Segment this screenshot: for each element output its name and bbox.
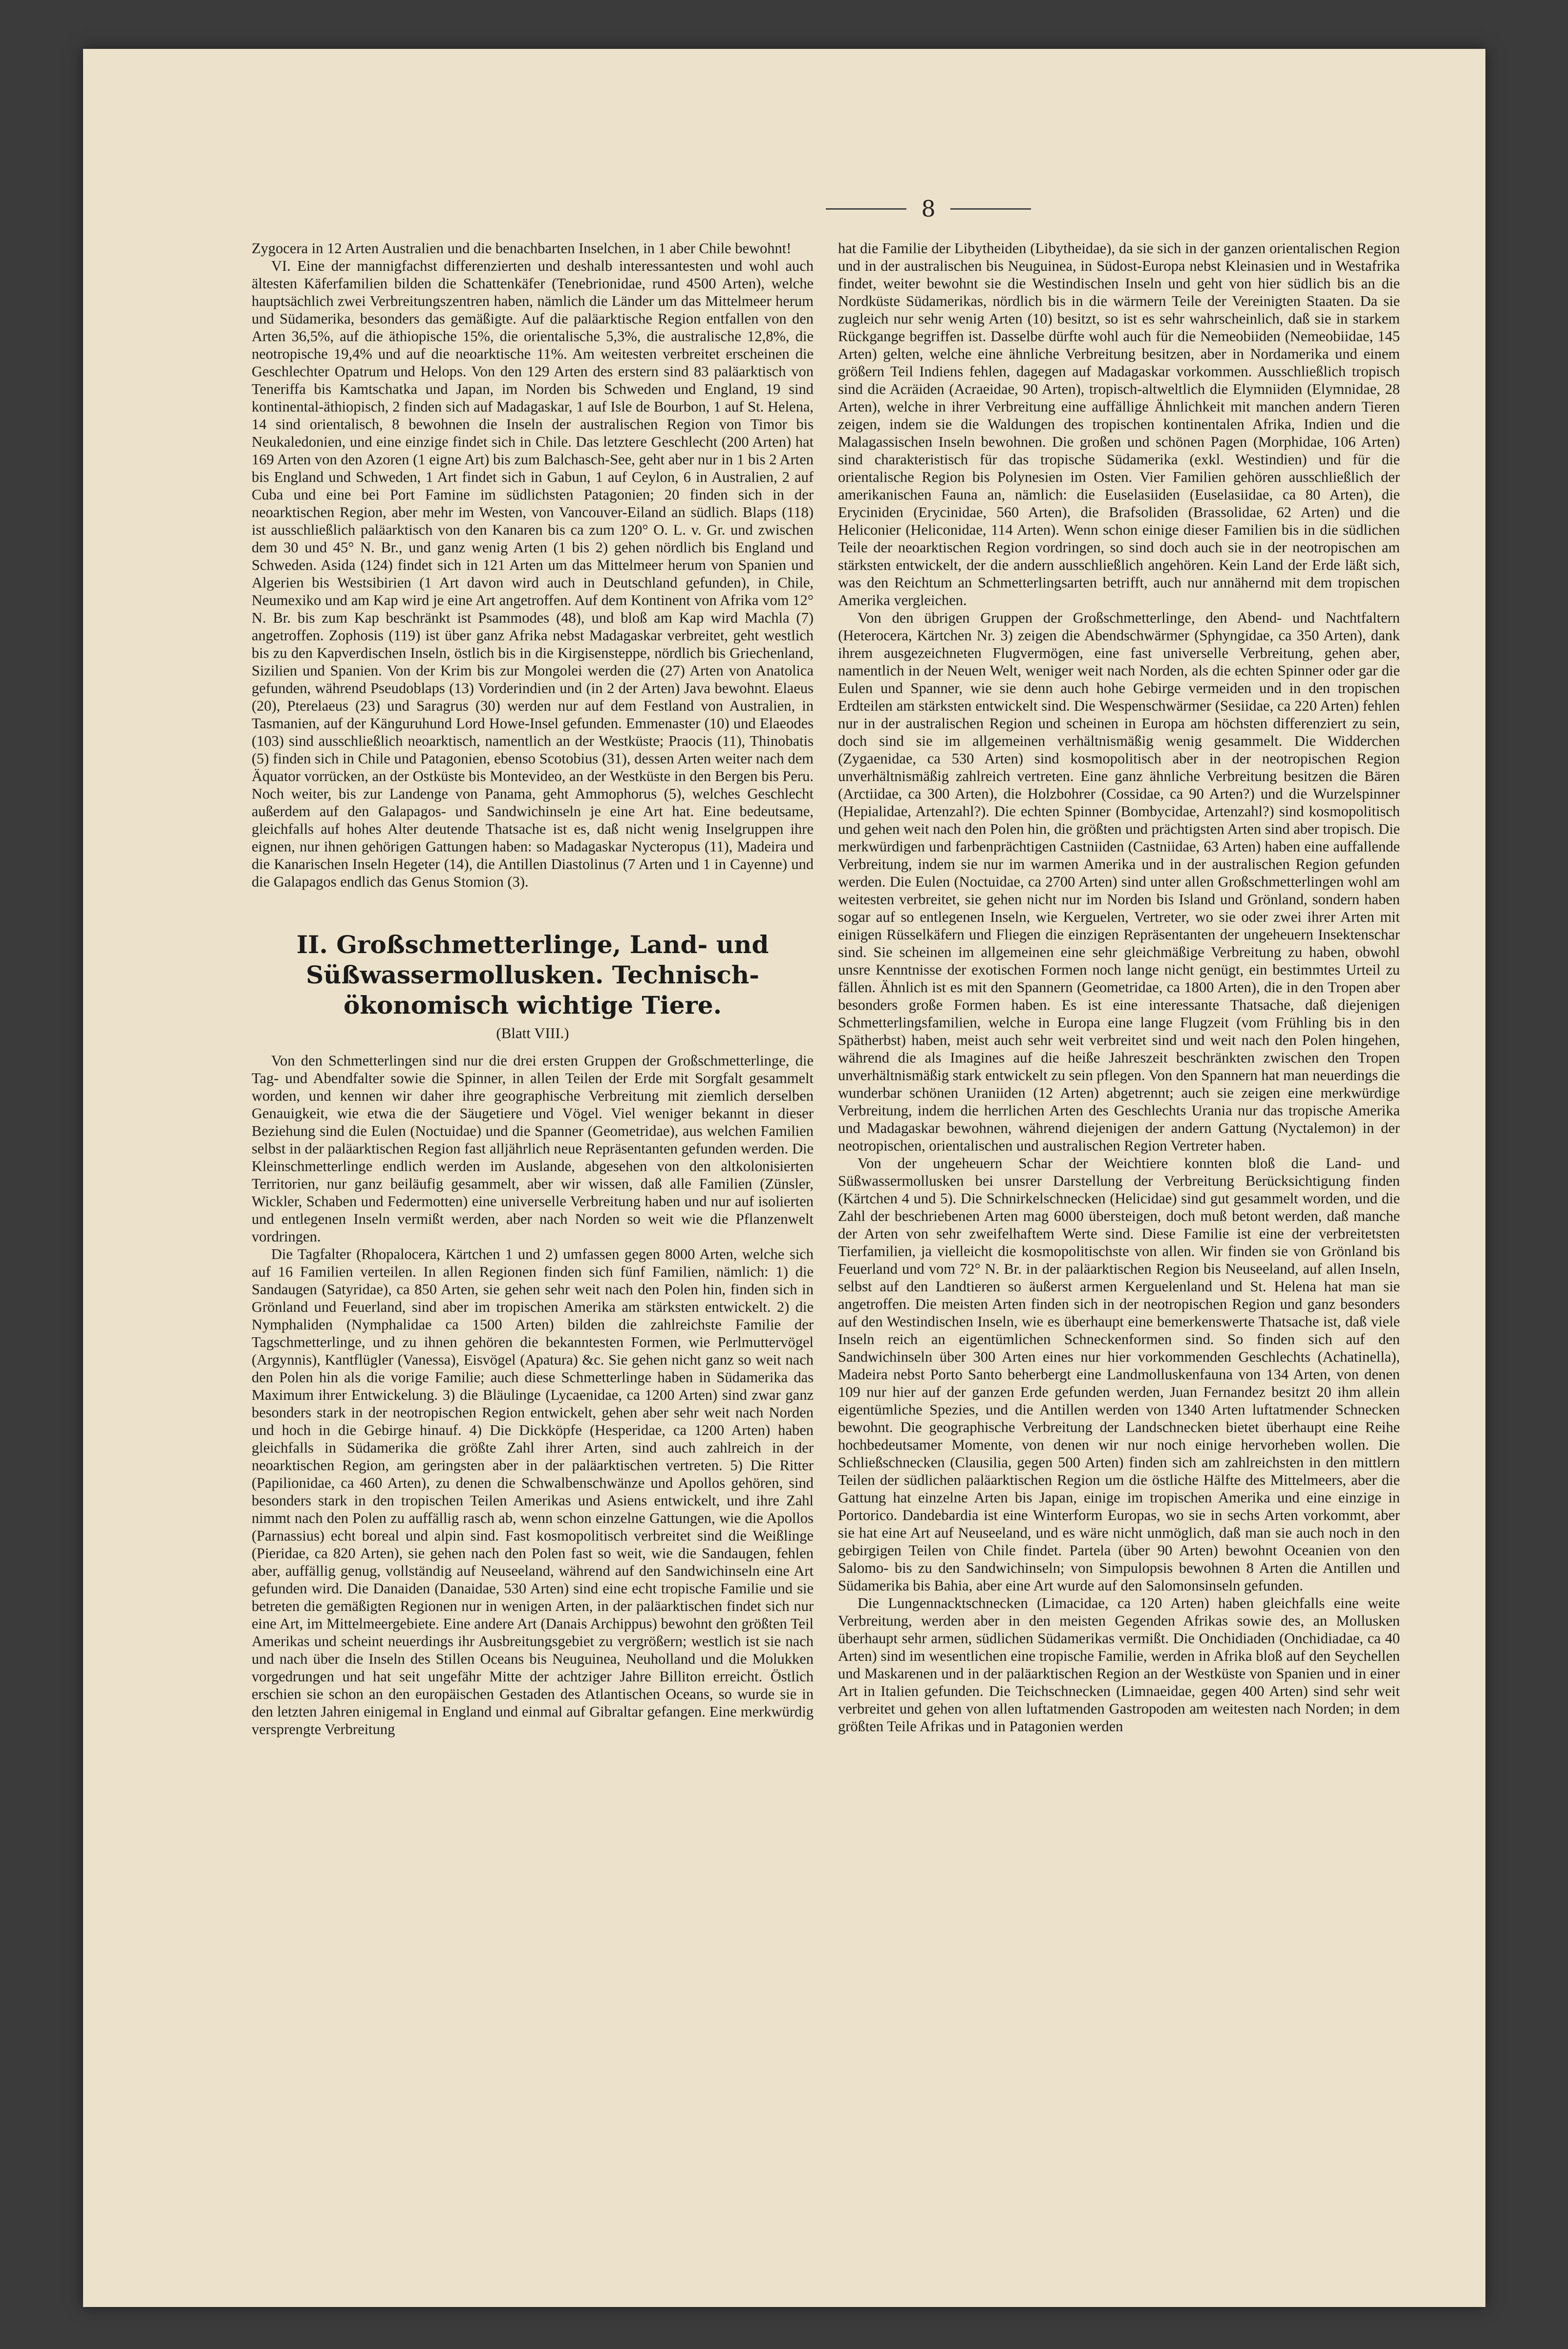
paragraph: Von den Schmetterlingen sind nur die drei ersten Gruppen der Großschmetterlinge, die Tag- und Abendfalter sowie die Spinner, in allen Teilen der Erde mit Sorgfalt gesammelt worden, und kennen wir daher ihre geographische Verbreitung mit ziemlich derselben Genauigkeit, wie etwa die der Säugetiere und Vögel. Viel weniger bekannt in dieser Beziehung sind die Eulen (Noctuidae) und die Spanner (Geometridae), aus welchen Familien selbst in der paläarktischen Region fast alljährlich neue Repräsentanten gefunden werden. Die Kleinschmetterlinge endlich werden im Auslande, abgesehen von den altkolonisierten Territorien, nur ganz beiläufig gesammelt, aber wir wissen, daß alle Familien (Zünsler, Wickler, Schaben und Federmotten) eine universelle Verbreitung haben und nur auf isolierten und entlegenen Inseln vermißt werden, aber nach Norden so weit wie die Pflanzenwelt vordringen. (252, 1052, 814, 1245)
page-number-header (826, 196, 1031, 222)
right-column (838, 239, 1400, 2165)
paragraph: Zygocera in 12 Arten Australien und die benachbarten Inselchen, in 1 aber Chile bewohnt! (252, 240, 792, 257)
header-rule-left (826, 208, 906, 210)
paragraph: Von den übrigen Gruppen der Großschmetterlinge, den Abend- und Nachtfaltern (Heterocera, Kärtchen Nr. 3) zeigen die Abendschwärmer (Sphyngidae, ca 350 Arten), dank ihrem ausgezeichneten Flugvermögen, eine fast universelle Verbreitung, gehen aber, namentlich in der Neuen Welt, weniger weit nach Norden, als die echten Spinner oder gar die Eulen und Spanner, wie sie denn auch hohe Gebirge vermeiden und in den tropischen Erdteilen am stärksten entwickelt sind. Die Wespenschwärmer (Sesiidae, ca 220 Arten) fehlen nur in der australischen Region und scheinen in Europa am höchsten differenziert zu sein, doch sind sie im allgemeinen verhältnismäßig wenig gesammelt. Die Widderchen (Zygaenidae, ca 530 Arten) sind kosmopolitisch aber in der neotropischen Region unverhältnismäßig zahlreich vertreten. Eine ganz ähnliche Verbreitung besitzen die Bären (Arctiidae, ca 300 Arten), die Holzbohrer (Cossidae, ca 90 Arten?) und die Wurzelspinner (Hepialidae, Artenzahl?). Die echten Spinner (Bombycidae, Artenzahl?) sind kosmopolitisch und gehen weit nach den Polen hin, die größten und prächtigsten Arten sind aber tropisch. Die merkwürdigen und farbenprächtigen Castniiden (Castniidae, 63 Arten) haben eine auffallende Verbreitung, indem sie nur im warmen Amerika und in der australischen Region gefunden werden. Die Eulen (Noctuidae, ca 2700 Arten) sind unter allen Großschmetterlingen wohl am weitesten verbreitet, sie gehen nicht nur im Norden bis Island und Grönland, sondern haben sogar auf so entlegenen Inseln, wie Kerguelen, Vertreter, wo sie oder zwei ihrer Arten mit einigen Rüsselkäfern und Fliegen die einzigen Repräsentanten der ungeheuern Insektenschar sind. Sie scheinen im allgemeinen eine sehr gleichmäßige Verbreitung zu haben, obwohl unsre Kenntnisse der exotischen Formen noch lange nicht genügt, ein bestimmtes Urteil zu fällen. Ähnlich ist es mit den Spannern (Geometridae, ca 1800 Arten), die in den Tropen aber besonders große Formen haben. Es ist eine interessante Thatsache, daß diejenigen Schmetterlingsfamilien, welche in Europa eine lange Flugzeit (vom Frühling bis in den Spätherbst) haben, meist auch sehr weit verbreitet sind und weit nach den Polen hingehen, während die als Imagines auf die heiße Jahreszeit beschränkten zwischen den Tropen unverhältnismäßig stark entwickelt zu sein pflegen. Von den Spannern hat man neuerdings die wunderbar schönen Uraniiden (12 Arten) abgetrennt; auch sie zeigen eine merkwürdige Verbreitung, indem die herrlichen Arten des Geschlechts Urania nur das tropische Amerika und Madagaskar bewohnen, während diejenigen der andern Gattung (Nyctalemon) in der neotropischen, orientalischen und australischen Region Vertreter haben. (838, 609, 1400, 1154)
paragraph: Die Lungennacktschnecken (Limacidae, ca 120 Arten) haben gleichfalls eine weite Verbreitung, werden aber in den meisten Gegenden Afrikas sowie des, an Mollusken überhaupt sehr armen, südlichen Südamerikas vermißt. Die Onchidiaden (Onchidiadae, ca 40 Arten) sind im wesentlichen eine tropische Familie, werden in Afrika bloß auf den Seychellen und Maskarenen und in der paläarktischen Region an der Westküste von Spanien und in einer Art in Italien gefunden. Die Teichschnecken (Limnaeidae, gegen 400 Arten) sind sehr weit verbreitet und gehen von allen luftatmenden Gastropoden am weitesten nach Norden; in dem größten Teile Afrikas und in Patagonien werden (838, 1595, 1400, 1735)
section-heading: II. Großschmetterlinge, Land- und Süßwassermollusken. Technisch-ökonomisch wichtige Tiere. (296, 930, 769, 1020)
page-number: 8 (921, 196, 936, 222)
paragraph: Die Tagfalter (Rhopalocera, Kärtchen 1 und 2) umfassen gegen 8000 Arten, welche sich auf 16 Familien verteilen. In allen Regionen finden sich fünf Familien, nämlich: 1) die Sandaugen (Satyridae), ca 850 Arten, sie gehen sehr weit nach den Polen hin, finden sich in Grönland und Feuerland, sind aber im tropischen Amerika am stärksten entwickelt. 2) die Nymphaliden (Nymphalidae ca 1500 Arten) bilden die zahlreichste Familie der Tagschmetterlinge, und zu ihnen gehören die bekanntesten Formen, wie Perlmuttervögel (Argynnis), Kantflügler (Vanessa), Eisvögel (Apatura) &c. Sie gehen nicht ganz so weit nach den Polen hin als die vorige Familie; auch diese Schmetterlinge haben in Südamerika das Maximum ihrer Entwickelung. 3) die Bläulinge (Lycaenidae, ca 1200 Arten) sind zwar ganz besonders stark in der neotropischen Region entwickelt, gehen aber sehr weit nach Norden und hoch in die Gebirge hinauf. 4) Die Dickköpfe (Hesperidae, ca 1200 Arten) haben gleichfalls in Südamerika die größte Zahl ihrer Arten, sind auch zahlreich in der neoarktischen Region, am geringsten aber in der paläarktischen vertreten. 5) Die Ritter (Papilionidae, ca 460 Arten), zu denen die Schwalbenschwänze und Apollos gehören, sind besonders stark in den tropischen Teilen Amerikas und Asiens entwickelt, und ihre Zahl nimmt nach den Polen zu auffällig rasch ab, wenn schon einzelne Gattungen, wie die Apollos (Parnassius) echt boreal und alpin sind. Fast kosmopolitisch verbreitet sind die Weißlinge (Pieridae, ca 820 Arten), sie gehen nach den Polen fast so weit, wie die Sandaugen, fehlen aber, auffällig genug, vollständig auf Neuseeland, während auf den Sandwichinseln eine Art gefunden wird. Die Danaiden (Danaidae, 530 Arten) sind eine echt tropische Familie und sie betreten die gemäßigten Regionen nur in wenigen Arten, in der paläarktischen findet sich nur eine Art, im Mittelmeergebiete. Eine andere Art (Danais Archippus) bewohnt den größten Teil Amerikas und scheint neuerdings ihr Ausbreitungsgebiet zu vergrößern; westlich ist sie nach und nach über die Inseln des Stillen Oceans bis Neuguinea, Neuholland und die Molukken vorgedrungen und hat seit ungefähr Mitte der achtziger Jahre Billiton erreicht. Östlich erschien sie schon an den europäischen Gestaden des Atlantischen Oceans, so wurde sie in den letzten Jahren einigemal in England und einmal auf Gibraltar gefangen. Eine merkwürdig versprengte Verbreitung (252, 1246, 814, 1738)
paragraph: hat die Familie der Libytheiden (Libytheidae), da sie sich in der ganzen orientalischen Region und in der australischen bis Neuguinea, in Südost-Europa nebst Kleinasien und in Westafrika findet, weiter bewohnt sie die Westindischen Inseln und geht von hier südlich bis an die Nordküste Südamerikas, nördlich bis in die wärmern Teile der Vereinigten Staaten. Da sie zugleich nur sehr wenig Arten (10) besitzt, so ist es sehr wahrscheinlich, daß sie in starkem Rückgange begriffen ist. Dasselbe dürfte wohl auch für die Nemeobiiden (Nemeobiidae, 145 Arten) gelten, welche eine ähnliche Verbreitung besitzen, aber in Nordamerika und einem größern Teil Indiens fehlen, dagegen auf Madagaskar vorkommen. Ausschließlich tropisch sind die Acräiden (Acraeidae, 90 Arten), tropisch-altweltlich die Elymniiden (Elymnidae, 28 Arten), welche in ihrer Verbreitung eine auffällige Ähnlichkeit mit manchen andern Tieren zeigen, indem sie die Waldungen des tropischen kontinentalen Afrika, Indien und die Malagassischen Inseln bewohnen. Die großen und schönen Pagen (Morphidae, 106 Arten) sind charakteristisch für das tropische Südamerika (exkl. Westindien) und für die orientalische Region bis Polynesien im Osten. Vier Familien gehören ausschließlich der amerikanischen Fauna an, nämlich: die Euselasiiden (Euselasiidae, ca 80 Arten), die Eryciniden (Erycinidae, 560 Arten), die Brafsoliden (Brassolidae, 62 Arten) und die Heliconier (Heliconidae, 114 Arten). Wenn schon einige dieser Familien bis in die südlichen Teile der neoarktischen Region vordringen, so sind doch auch sie in der neotropischen am stärksten entwickelt, der die andern ausschließlich angehören. Kein Land der Erde läßt sich, was den Reichtum an Schmetterlingsarten betrifft, auch nur annähernd mit dem tropischen Amerika vergleichen. (838, 240, 1400, 609)
left-column (252, 239, 814, 2165)
paragraph: VI. Eine der mannigfachst differenzierten und deshalb interessantesten und wohl auch ältesten Käferfamilien bilden die Schattenkäfer (Tenebrionidae, rund 4500 Arten), welche hauptsächlich zwei Verbreitungszentren haben, nämlich die Länder um das Mittelmeer herum und Südamerika, besonders das gemäßigte. Auf die paläarktische Region entfallen von den Arten 36,5%, auf die äthiopische 15%, die orientalische 5,3%, die australische 12,8%, die neotropische 19,4% und auf die neoarktische 11%. Am weitesten verbreitet erscheinen die Geschlechter Opatrum und Helops. Von den 129 Arten des erstern sind 83 paläarktisch von Teneriffa bis Kamtschatka und Japan, im Norden bis Schweden und England, 19 sind kontinental-äthiopisch, 2 finden sich auf Madagaskar, 1 auf Isle de Bourbon, 1 auf St. Helena, 14 sind orientalisch, 8 bewohnen die Inseln der australischen Region von Timor bis Neukaledonien, und eine einzige findet sich in Chile. Das letztere Geschlecht (200 Arten) hat 169 Arten von den Azoren (1 eigne Art) bis zum Balchasch-See, geht aber nur in 1 bis 2 Arten bis England und Schweden, 1 Art findet sich in Gabun, 1 auf Ceylon, 6 in Australien, 2 auf Cuba und eine bei Port Famine im südlichsten Patagonien; 20 finden sich in der neoarktischen Region, aber mehr im Westen, von Vancouver-Eiland an südlich. Blaps (118) ist ausschließlich paläarktisch von den Kanaren bis ca zum 120° O. L. v. Gr. und zwischen dem 30 und 45° N. Br., und ganz wenig Arten (1 bis 2) gehen nördlich bis England und Schweden. Asida (124) findet sich in 121 Arten um das Mittelmeer herum von Spanien und Algerien bis Westsibirien (1 Art davon wird auch in Deutschland gefunden), in Chile, Neumexiko und am Kap wird je eine Art angetroffen. Auf dem Kontinent von Afrika vom 12° N. Br. bis zum Kap beschränkt ist Psammodes (48), und bloß am Kap wird Machla (7) angetroffen. Zophosis (119) ist über ganz Afrika nebst Madagaskar verbreitet, geht westlich bis zu den Kapverdischen Inseln, östlich bis in die Kirgisensteppe, nördlich bis Griechenland, Sizilien und Spanien. Von der Krim bis zur Mongolei werden die (27) Arten von Anatolica gefunden, während Pseudoblaps (13) Vorderindien und (in 2 der Arten) Java bewohnt. Elaeus (20), Pterelaeus (23) und Saragrus (30) werden nur auf dem Festland von Australien, in Tasmanien, auf der Känguruhund Lord Howe-Insel gefunden. Emmenaster (10) und Elaeodes (103) sind ausschließlich neoarktisch, namentlich an der Westküste; Praocis (11), Thinobatis (5) finden sich in Chile und Patagonien, ebenso Scotobius (31), dessen Arten weiter nach dem Äquator vorrücken, an der Ostküste bis Montevideo, an der Westküste in den Bergen bis Peru. Noch weiter, bis zur Landenge von Panama, geht Ammophorus (5), welches Geschlecht außerdem auf den Galapagos- und Sandwichinseln je eine Art hat. Eine bedeutsame, gleichfalls auf hohes Alter deutende Thatsache ist es, daß nicht wenig Inselgruppen ihre eignen, nur ihnen gehörigen Gattungen haben: so Madagaskar Nycteropus (11), Madeira und die Kanarischen Inseln Hegeter (14), die Antillen Diastolinus (7 Arten und 1 in Cayenne) und die Galapagos endlich das Genus Stomion (3). (252, 258, 814, 890)
header-rule-right (950, 208, 1031, 210)
plate-reference: (Blatt VIII.) (496, 1024, 569, 1042)
paragraph: Von der ungeheuern Schar der Weichtiere konnten bloß die Land- und Süßwassermollusken bei unsrer Darstellung der Verbreitung Berücksichtigung finden (Kärtchen 4 und 5). Die Schnirkelschnecken (Helicidae) sind gut gesammelt worden, und die Zahl der beschriebenen Arten mag 6000 übersteigen, doch muß betont werden, daß manche der Arten von sehr zweifelhaftem Werte sind. Diese Familie ist eine der verbreitetsten Tierfamilien, ja vielleicht die kosmopolitischste von allen. Wir finden sie von Grönland bis Feuerland und vom 72° N. Br. in der paläarktischen Region bis Neuseeland, auf allen Inseln, selbst auf den Landtieren so äußerst armen Kerguelenland und St. Helena hat man sie angetroffen. Die meisten Arten finden sich in der neotropischen Region und ganz besonders auf den Westindischen Inseln, wie es überhaupt eine bemerkenswerte Thatsache ist, daß viele Inseln reich an eigentümlichen Schneckenformen sind. So finden sich auf den Sandwichinseln über 300 Arten eines nur hier vorkommenden Geschlechts (Achatinella), Madeira nebst Porto Santo beherbergt eine Landmolluskenfauna von 134 Arten, von denen 109 nur hier auf der ganzen Erde gefunden werden, Juan Fernandez besitzt 20 ihm allein eigentümliche Spezies, und die Antillen werden von 1340 Arten luftatmender Schnecken bewohnt. Die geographische Verbreitung der Landschnecken bietet überhaupt eine Reihe hochbedeutsamer Momente, von denen wir nur noch einige hervorheben wollen. Die Schließschnecken (Clausilia, gegen 500 Arten) finden sich am zahlreichsten in den mittlern Teilen der südlichen paläarktischen Region um die östliche Hälfte des Mittelmeers, aber die Gattung hat einzelne Arten bis Japan, einige im tropischen Amerika und eine einzige in Portorico. Dandebardia ist eine Winterform Europas, wo sie in sechs Arten vorkommt, aber sie hat eine Art auf Neuseeland, und es wäre nicht unmöglich, daß man sie auch noch in den gebirgigen Teilen von Chile findet. Partela (über 90 Arten) bewohnt Oceanien von den Salomo- bis zu den Sandwichinseln; von Simpulopsis bewohnen 8 Arten die Antillen und Südamerika bis Bahia, aber eine Art wurde auf den Salomonsinseln gefunden. (838, 1155, 1400, 1594)
